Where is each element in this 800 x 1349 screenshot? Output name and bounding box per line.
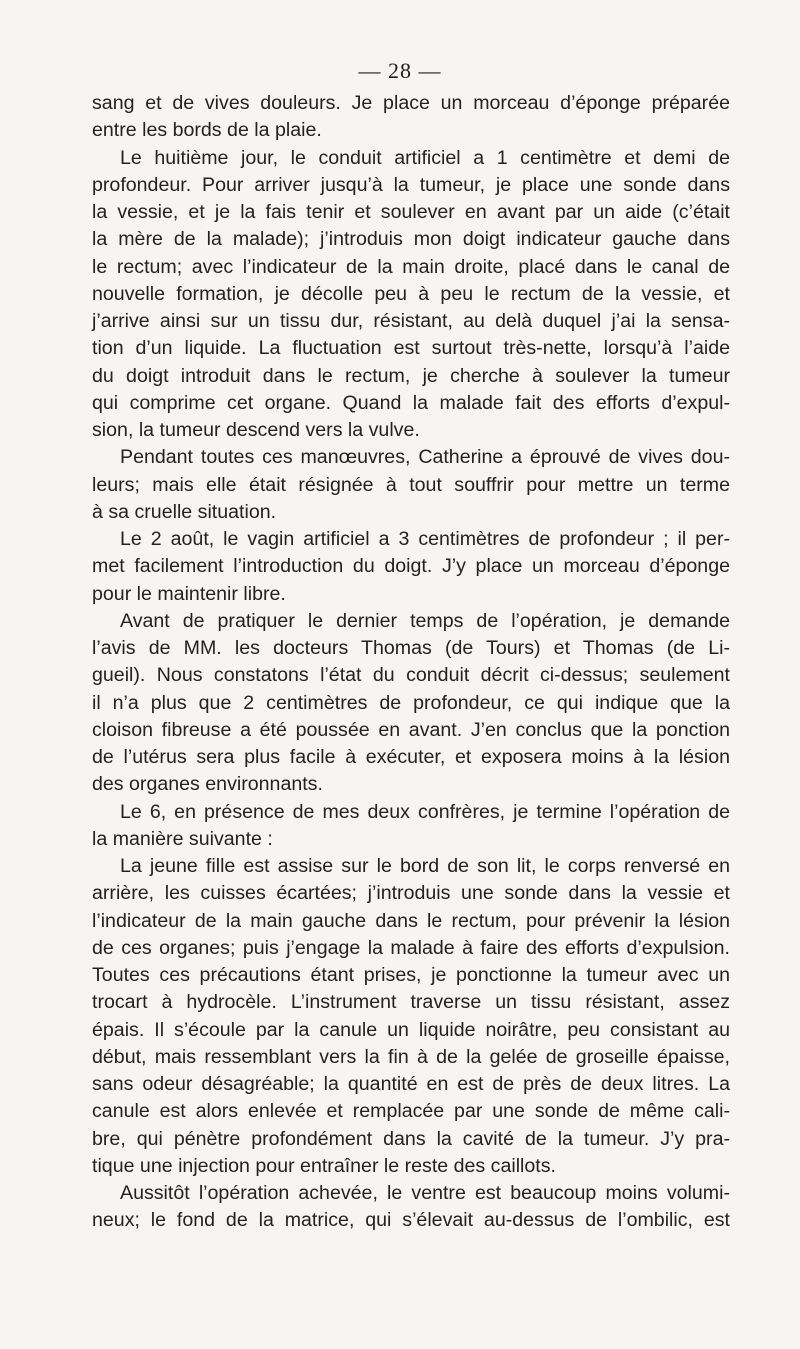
text-line: le rectum; avec l’indicateur de la main droite, placé dans le canal de bbox=[92, 255, 730, 278]
text-line: la manière suivante : bbox=[92, 827, 273, 850]
text-line: Le huitième jour, le conduit artificiel a 1 centimètre et demi de bbox=[120, 146, 730, 169]
text-line: l’indicateur de la main gauche dans le rectum, pour prévenir la lésion bbox=[92, 909, 730, 932]
body-text bbox=[92, 90, 730, 1235]
page-number: — 28 — bbox=[358, 58, 442, 83]
text-line: canule est alors enlevée et remplacée par une sonde de même cali- bbox=[92, 1100, 730, 1123]
text-line: de l’utérus sera plus facile à exécuter, et exposera moins à la lésion bbox=[92, 746, 730, 768]
text-line: épais. Il s’écoule par la canule un liquide noirâtre, peu consistant au bbox=[92, 1018, 730, 1041]
text-line: profondeur. Pour arriver jusqu’à la tumeur, je place une sonde dans bbox=[92, 173, 730, 196]
text-line: nouvelle formation, je décolle peu à peu le rectum de la vessie, et bbox=[92, 282, 730, 305]
text-line: met facilement l’introduction du doigt. J’y place un morceau d’éponge bbox=[92, 555, 730, 578]
text-line: Avant de pratiquer le dernier temps de l’opération, je demande bbox=[120, 609, 730, 632]
text-line: de ces organes; puis j’engage la malade à faire des efforts d’expulsion. bbox=[92, 936, 730, 959]
text-line: tique une injection pour entraîner le reste des caillots. bbox=[92, 1154, 556, 1177]
text-line: leurs; mais elle était résignée à tout souffrir pour mettre un terme bbox=[92, 473, 730, 496]
text-line: arrière, les cuisses écartées; j’introduis une sonde dans la vessie et bbox=[92, 882, 730, 905]
text-line: j’arrive ainsi sur un tissu dur, résistant, au delà duquel j’ai la sensa- bbox=[92, 310, 730, 332]
text-line: la vessie, et je la fais tenir et soulever en avant par un aide (c’était bbox=[92, 201, 730, 223]
text-line: trocart à hydrocèle. L’instrument traverse un tissu résistant, assez bbox=[92, 991, 730, 1014]
text-line: à sa cruelle situation. bbox=[92, 500, 277, 523]
text-line: Le 6, en présence de mes deux confrères, je termine l’opération de bbox=[120, 800, 730, 823]
text-line: début, mais ressemblant vers la fin à de la gelée de groseille épaisse, bbox=[92, 1045, 730, 1068]
text-line: Le 2 août, le vagin artificiel a 3 centimètres de profondeur ; il per- bbox=[120, 528, 730, 550]
text-line: des organes environnants. bbox=[92, 773, 323, 796]
text-line: La jeune fille est assise sur le bord de son lit, le corps renversé en bbox=[120, 855, 730, 877]
text-line: bre, qui pénètre profondément dans la cavité de la tumeur. J’y pra- bbox=[92, 1127, 730, 1150]
text-line: tion d’un liquide. La fluctuation est surtout très-nette, lorsqu’à l’aide bbox=[92, 337, 730, 360]
text-line: pour le maintenir libre. bbox=[92, 582, 286, 605]
text-line: sion, la tumeur descend vers la vulve. bbox=[92, 419, 420, 441]
text-line: sans odeur désagréable; la quantité en est de près de deux litres. La bbox=[92, 1073, 730, 1095]
text-line: entre les bords de la plaie. bbox=[92, 119, 322, 142]
text-line: qui comprime cet organe. Quand la malade fait des efforts d’expul- bbox=[92, 391, 730, 414]
text-line: sang et de vives douleurs. Je place un morceau d’éponge préparée bbox=[92, 92, 730, 114]
text-line: Aussitôt l’opération achevée, le ventre est beaucoup moins volumi- bbox=[120, 1182, 730, 1204]
text-line: la mère de la malade); j’introduis mon doigt indicateur gauche dans bbox=[92, 228, 730, 251]
text-line: cloison fibreuse a été poussée en avant. J’en conclus que la ponction bbox=[92, 718, 730, 741]
text-line: Pendant toutes ces manœuvres, Catherine a éprouvé de vives dou- bbox=[120, 446, 730, 469]
text-line: neux; le fond de la matrice, qui s’élevait au-dessus de l’ombilic, est bbox=[92, 1209, 730, 1232]
text-line: gueil). Nous constatons l’état du conduit décrit ci-dessus; seulement bbox=[92, 664, 730, 687]
text-line: il n’a plus que 2 centimètres de profondeur, ce qui indique que la bbox=[92, 691, 730, 714]
text-line: du doigt introduit dans le rectum, je cherche à soulever la tumeur bbox=[92, 364, 730, 387]
text-line: Toutes ces précautions étant prises, je ponctionne la tumeur avec un bbox=[92, 964, 730, 986]
text-line: l’avis de MM. les docteurs Thomas (de Tours) et Thomas (de Li- bbox=[92, 637, 730, 659]
